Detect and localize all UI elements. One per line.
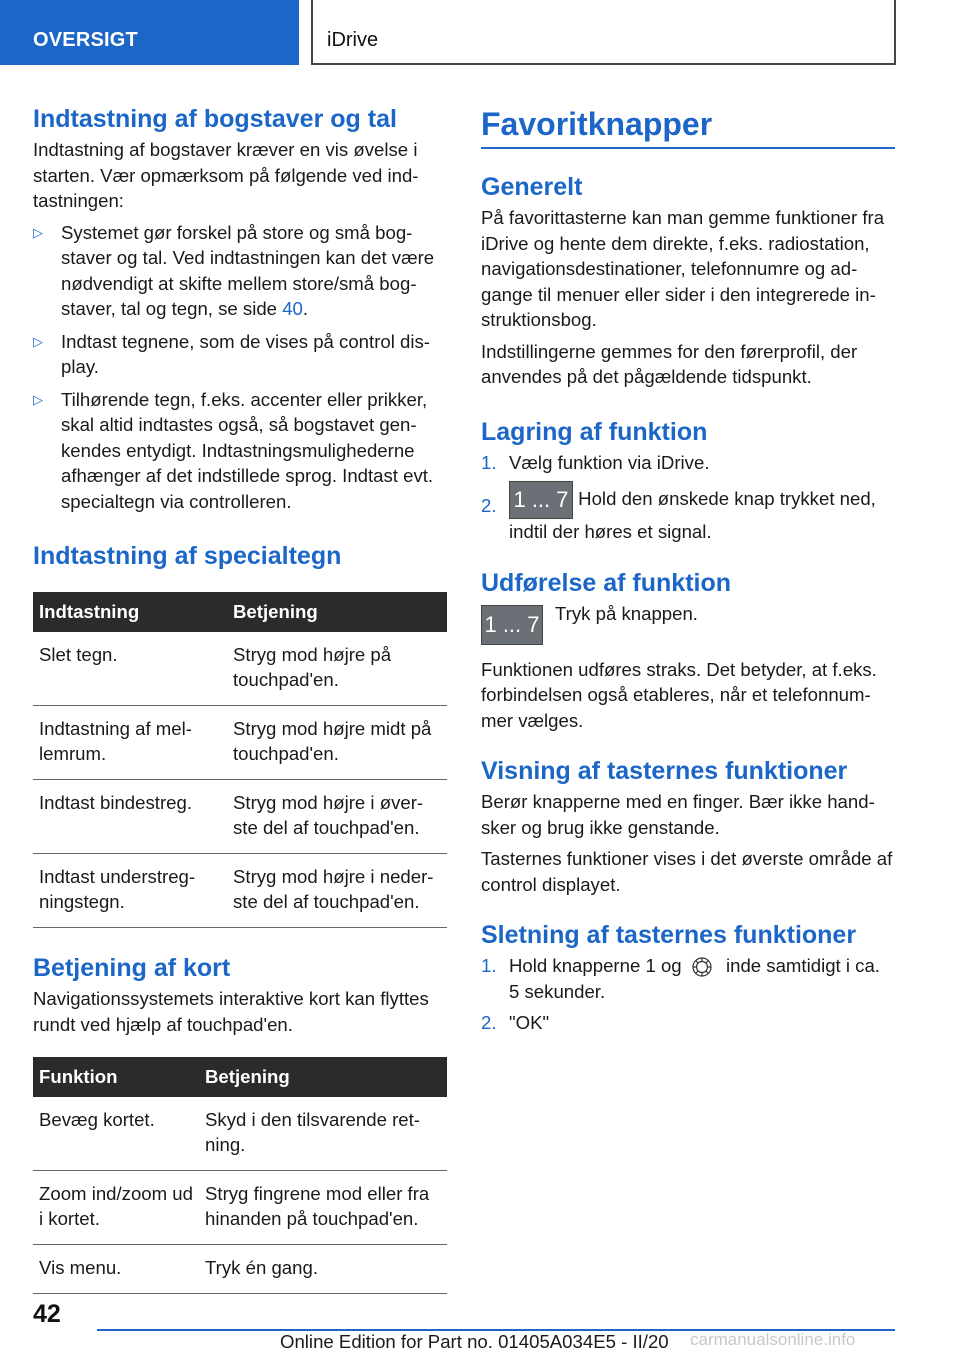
table-row: Indtastning af mellemrum. Stryg mod højre midt på touchpad'en. (33, 706, 447, 780)
table-header: Betjening (199, 1057, 447, 1097)
list-item: 1. Hold knapperne 1 og inde samtidigt i ca. 5 sekunder. (481, 955, 880, 1002)
list-item: 2. "OK" (481, 1012, 550, 1033)
edition-text: Online Edition for Part no. 01405A034E5 - II/20 (280, 1331, 669, 1352)
list-item: 2. 1 ... 7 Hold den ønskede knap trykket ned, indtil der høres et signal. (481, 481, 895, 545)
right-column (481, 103, 895, 1042)
special-chars-table (33, 592, 447, 928)
table-header: Betjening (227, 592, 447, 632)
favorite-key-icon: 1 ... 7 (509, 481, 573, 519)
triangle-bullet-icon: ▷ (33, 333, 43, 349)
paragraph-execute: Funktionen udføres straks. Det betyder, at f.eks. forbindelsen også etableres, når et telefonnummer vælges. (481, 658, 877, 731)
settings-gear-icon (691, 956, 713, 978)
heading-general: Generelt (481, 173, 583, 201)
heading-map: Betjening af kort (33, 954, 231, 982)
heading-special: Indtastning af specialtegn (33, 542, 342, 570)
table-row: Slet tegn. Stryg mod højre på touchpad'en. (33, 632, 447, 706)
table-row: Bevæg kortet. Skyd i den tilsvarende retning. (33, 1097, 447, 1171)
triangle-bullet-icon: ▷ (33, 224, 43, 240)
list-item: ▷ Systemet gør forskel på store og små bogstaver og tal. Ved indtastningen kan det være nødvendigt at skifte mellem store/små bogstaver, tal og tegn, se side 40. (33, 221, 435, 319)
heading-delete: Sletning af tasternes funktioner (481, 921, 857, 949)
paragraph-general-2: Indstillingerne gemmes for den førerprofil, der anvendes på det pågældende tidspunkt. (481, 340, 858, 387)
list-item: ▷ Tilhørende tegn, f.eks. accenter eller prikker, skal altid indtastes også, så bogstavet genkendes entydigt. Indtastningsmulighederne afhænger af det indstillede sprog. Indtast evt. specialtegn via controlleren. (33, 388, 434, 512)
table-row: Vis menu. Tryk én gang. (33, 1245, 447, 1294)
page-number: 42 (33, 1300, 61, 1328)
page-title: Favoritknapper (481, 106, 713, 142)
list-item: ▷ Indtast tegnene, som de vises på control display. (33, 330, 430, 377)
list-item: 1. Vælg funktion via iDrive. (481, 451, 710, 473)
triangle-bullet-icon: ▷ (33, 391, 43, 407)
paragraph-display-1: Berør knapperne med en finger. Bær ikke handsker og brug ikke genstande. (481, 791, 875, 838)
delete-steps (481, 953, 895, 1036)
execute-row (481, 602, 895, 653)
table-header: Funktion (33, 1057, 199, 1097)
section-tab: OVERSIGT (0, 0, 299, 65)
paragraph-map: Navigationssystemets interaktive kort kan flyttes rundt ved hjælp af touchpad'en. (33, 988, 429, 1035)
map-table (33, 1057, 447, 1294)
heading-letters: Indtastning af bogstaver og tal (33, 105, 397, 133)
paragraph-general-1: På favorittasterne kan man gemme funktioner fra iDrive og hente dem direkte, f.eks. radiostation, navigationsdestinationer, telefonnumre og adgange til menuer eller sider i den integrerede instruktionsbog. (481, 207, 885, 330)
favorite-key-icon: 1 ... 7 (481, 605, 543, 645)
table-row: Indtast understregningstegn. Stryg mod højre i nederste del af touchpad'en. (33, 854, 447, 928)
table-row: Zoom ind/zoom ud i kortet. Stryg fingrene mod eller fra hinanden på touchpad'en. (33, 1171, 447, 1245)
page-link[interactable]: 40 (282, 298, 303, 319)
table-header: Indtastning (33, 592, 227, 632)
heading-execute: Udførelse af funktion (481, 568, 732, 597)
execute-text: Tryk på knappen. (555, 602, 698, 624)
watermark: carmanualsonline.info (690, 1330, 856, 1349)
title-rule (481, 103, 895, 149)
paragraph-display-2: Tasternes funktioner vises i det øverste område af control displayet. (481, 848, 893, 895)
table-row: Indtast bindestreg. Stryg mod højre i øverste del af touchpad'en. (33, 780, 447, 854)
letters-bullet-list (33, 220, 447, 515)
store-steps (481, 450, 895, 545)
heading-store: Lagring af funktion (481, 417, 708, 446)
paragraph-letters: Indtastning af bogstaver kræver en vis øvelse i starten. Vær opmærksom på følgende ved indtastningen: (33, 139, 419, 211)
left-column (33, 103, 447, 1294)
chapter-title: iDrive (311, 0, 896, 65)
heading-display: Visning af tasternes funktioner (481, 757, 848, 785)
